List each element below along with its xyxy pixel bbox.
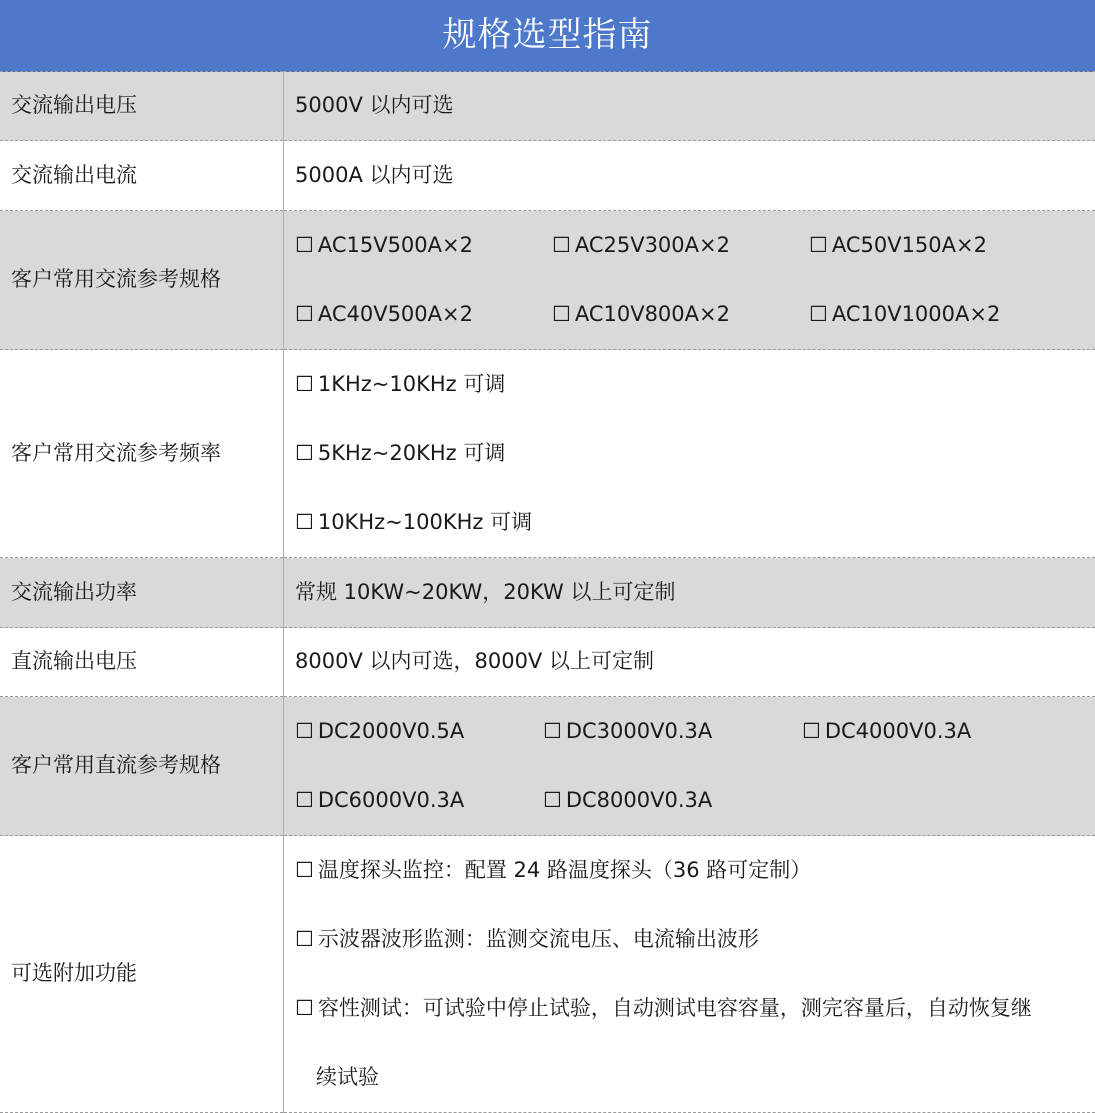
dc-spec-options [295,697,1095,835]
option-item [295,350,1095,419]
table-row [0,211,1095,350]
checkbox-icon[interactable]: ☐ [295,905,314,974]
option-item [295,974,1095,1043]
option-item [552,280,809,349]
option-label: AC10V800A×2 [575,302,730,326]
table-row [0,141,1095,211]
option-item [552,211,809,280]
row-label: 交流输出电流 [0,141,284,211]
row-label: 交流输出电压 [0,72,284,141]
option-item [809,211,1079,280]
checkbox-icon[interactable]: ☐ [809,211,828,280]
checkbox-icon[interactable]: ☐ [295,974,314,1043]
option-item [809,280,1079,349]
option-item [543,766,802,835]
checkbox-icon[interactable]: ☐ [295,419,314,488]
option-label: AC50V150A×2 [832,233,987,257]
option-label: 容性测试：可试验中停止试验，自动测试电容容量，测完容量后，自动恢复继 [318,996,1032,1020]
option-label: 示波器波形监测：监测交流电压、电流输出波形 [318,927,759,951]
checkbox-icon[interactable]: ☐ [552,280,571,349]
checkbox-icon[interactable]: ☐ [295,836,314,905]
checkbox-icon[interactable]: ☐ [295,280,314,349]
table-row [0,836,1095,1113]
ac-spec-options [295,211,1095,349]
option-label: AC40V500A×2 [318,302,473,326]
option-label: DC6000V0.3A [318,788,464,812]
option-label: 温度探头监控：配置 24 路温度探头（36 路可定制） [318,858,811,882]
row-value: 5000V 以内可选 [284,72,1095,141]
option-item [802,697,1072,766]
option-label: 5KHz~20KHz 可调 [318,441,506,465]
checkbox-icon[interactable]: ☐ [802,697,821,766]
option-label: 10KHz~100KHz 可调 [318,510,532,534]
checkbox-icon[interactable]: ☐ [809,280,828,349]
option-label: AC10V1000A×2 [832,302,1001,326]
option-label: 1KHz~10KHz 可调 [318,372,506,396]
checkbox-icon[interactable]: ☐ [295,350,314,419]
row-label: 客户常用交流参考规格 [0,211,284,350]
table-row [0,628,1095,697]
page-title: 规格选型指南 [0,0,1095,72]
option-item [295,905,1095,974]
option-label: DC3000V0.3A [566,719,712,743]
spec-table [0,71,1095,1113]
checkbox-icon[interactable]: ☐ [543,766,562,835]
option-label: AC15V500A×2 [318,233,473,257]
table-row [0,72,1095,141]
option-continuation: 续试验 [295,1043,1095,1112]
checkbox-icon[interactable]: ☐ [295,697,314,766]
option-item [295,836,1095,905]
option-item [295,419,1095,488]
row-value [284,697,1095,836]
row-value [284,350,1095,558]
row-label: 可选附加功能 [0,836,284,1113]
option-label: DC4000V0.3A [825,719,971,743]
table-row [0,697,1095,836]
checkbox-icon[interactable]: ☐ [552,211,571,280]
checkbox-icon[interactable]: ☐ [295,766,314,835]
row-label: 客户常用交流参考频率 [0,350,284,558]
option-label: DC2000V0.5A [318,719,464,743]
option-item [295,488,1095,557]
row-value: 5000A 以内可选 [284,141,1095,211]
row-label: 直流输出电压 [0,628,284,697]
checkbox-icon[interactable]: ☐ [295,488,314,557]
option-label: AC25V300A×2 [575,233,730,257]
table-row [0,350,1095,558]
option-label: DC8000V0.3A [566,788,712,812]
row-value [284,211,1095,350]
checkbox-icon[interactable]: ☐ [543,697,562,766]
table-row [0,558,1095,628]
row-value: 8000V 以内可选，8000V 以上可定制 [284,628,1095,697]
option-item [295,211,552,280]
row-value [284,836,1095,1113]
row-value: 常规 10KW~20KW，20KW 以上可定制 [284,558,1095,628]
row-label: 交流输出功率 [0,558,284,628]
option-item [295,766,543,835]
option-item [295,280,552,349]
row-label: 客户常用直流参考规格 [0,697,284,836]
option-item [295,697,543,766]
option-item [543,697,802,766]
checkbox-icon[interactable]: ☐ [295,211,314,280]
